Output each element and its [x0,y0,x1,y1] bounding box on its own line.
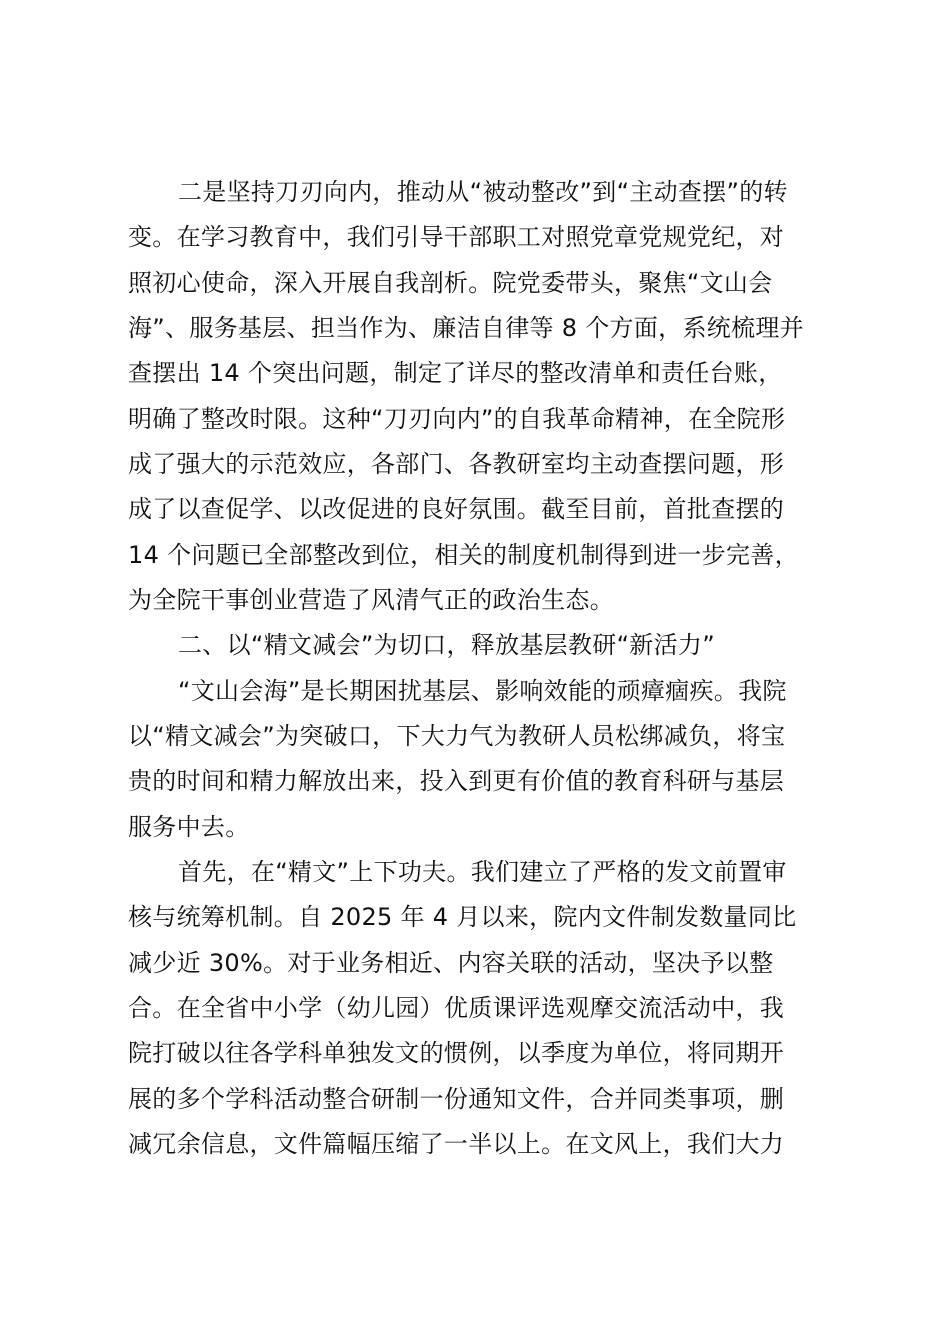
paragraph-1-line-7: 成了强大的示范效应，各部门、各教研室均主动查摆问题，形 [128,450,785,478]
paragraph-1-line-8: 成了以查促学、以改促进的良好氛围。截至目前，首批查摆的 [128,495,785,523]
paragraph-3-line-2: 核与统筹机制。自 2025 年 4 月以来，院内文件制发数量同比 [128,903,797,931]
paragraph-1-line-2: 变。在学习教育中，我们引导干部职工对照党章党规党纪，对 [128,223,785,251]
paragraph-2-line-3: 贵的时间和精力解放出来，投入到更有价值的教育科研与基层 [128,767,785,795]
paragraph-3-line-6: 展的多个学科活动整合研制一份通知文件，合并同类事项，删 [128,1085,785,1113]
section-heading: 二、以“精文减会”为切口，释放基层教研“新活力” [178,631,715,659]
paragraph-3-line-5: 院打破以往各学科单独发文的惯例，以季度为单位，将同期开 [128,1039,785,1067]
paragraph-1-line-3: 照初心使命，深入开展自我剖析。院党委带头，聚焦“文山会 [128,269,773,297]
paragraph-1-line-5: 查摆出 14 个突出问题，制定了详尽的整改清单和责任台账， [128,359,783,387]
paragraph-3-line-4: 合。在全省中小学（幼儿园）优质课评选观摩交流活动中，我 [128,994,785,1022]
paragraph-1-line-10: 为全院干事创业营造了风清气正的政治生态。 [128,586,614,614]
paragraph-1-line-1: 二是坚持刀刃向内，推动从“被动整改”到“主动查摆”的转 [178,178,788,206]
paragraph-2-line-1: “文山会海”是长期困扰基层、影响效能的顽瘴痼疾。我院 [178,677,787,705]
paragraph-2-line-2: 以“精文减会”为突破口，下大力气为教研人员松绑减负，将宝 [128,722,786,750]
paragraph-3-line-1: 首先，在“精文”上下功夫。我们建立了严格的发文前置审 [178,858,787,886]
paragraph-1-line-6: 明确了整改时限。这种“刀刃向内”的自我革命精神，在全院形 [128,405,786,433]
paragraph-1-line-9: 14 个问题已全部整改到位，相关的制度机制得到进一步完善， [128,541,799,569]
paragraph-3-line-7: 减冗余信息，文件篇幅压缩了一半以上。在文风上，我们大力 [128,1130,785,1158]
paragraph-2-line-4: 服务中去。 [128,813,250,841]
paragraph-1-line-4: 海”、服务基层、担当作为、廉洁自律等 8 个方面，系统梳理并 [128,314,804,342]
paragraph-3-line-3: 减少近 30%。对于业务相近、内容关联的活动，坚决予以整 [128,949,774,977]
